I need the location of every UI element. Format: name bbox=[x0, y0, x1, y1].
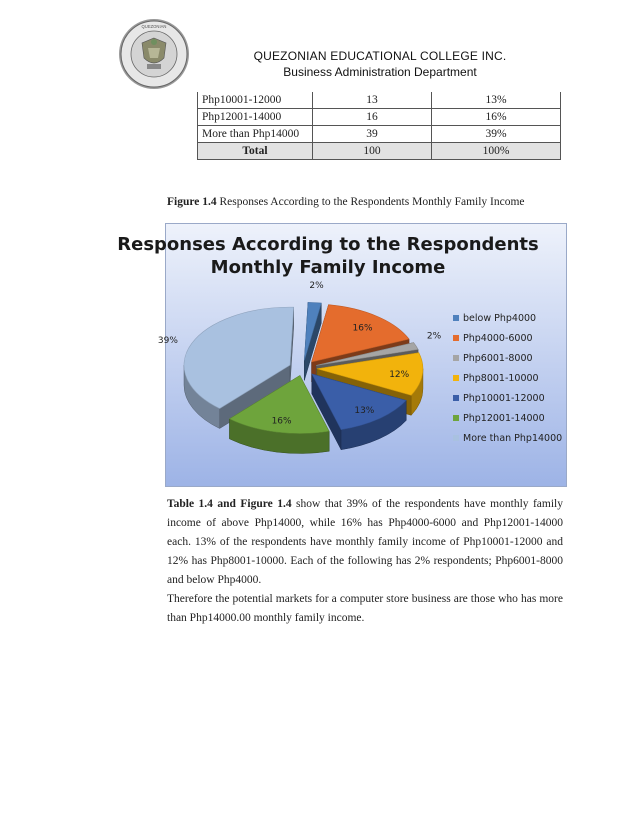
table-total-percent: 100% bbox=[432, 143, 561, 160]
legend-swatch bbox=[453, 395, 459, 401]
table-cell-count: 39 bbox=[313, 126, 432, 143]
legend-swatch bbox=[453, 355, 459, 361]
table-cell-count: 16 bbox=[313, 109, 432, 126]
pie-data-label: 2% bbox=[309, 281, 324, 292]
income-pie-chart bbox=[117, 223, 567, 487]
table-cell-range: Php12001-14000 bbox=[198, 109, 313, 126]
income-table bbox=[197, 92, 561, 160]
table-row bbox=[198, 92, 561, 109]
department-name: Business Administration Department bbox=[283, 65, 477, 79]
legend-entry: below Php4000 bbox=[463, 313, 537, 324]
legend-entry: Php4000-6000 bbox=[463, 333, 533, 344]
legend-entry: Php12001-14000 bbox=[463, 413, 545, 424]
figure-caption-text: Responses According to the Respondents Monthly Family Income bbox=[216, 196, 525, 208]
table-row bbox=[198, 126, 561, 143]
pie-data-label: 39% bbox=[157, 335, 178, 346]
legend-swatch bbox=[453, 335, 459, 341]
chart-title-line-2: Monthly Family Income bbox=[210, 257, 446, 278]
legend-swatch bbox=[453, 315, 459, 321]
legend-swatch bbox=[453, 435, 459, 441]
figure-caption bbox=[167, 196, 525, 208]
pie-data-label: 16% bbox=[352, 323, 373, 334]
table-total-label: Total bbox=[198, 143, 313, 160]
table-total-count: 100 bbox=[313, 143, 432, 160]
analysis-text: show that 39% of the respondents have monthly family income of above Php14000, while 16% has Php4000-6000 and Php12001-14000 each. 13% of the respondents have monthly family income of Php10001-12000 and 12% has Php8001-10000. Each of the following has 2% respondents; Php6001-8000 and below Php4000. bbox=[167, 498, 563, 586]
chart-title-line-1: Responses According to the Respondents bbox=[117, 234, 539, 255]
table-cell-range: More than Php14000 bbox=[198, 126, 313, 143]
legend-entry: Php10001-12000 bbox=[463, 393, 545, 404]
college-seal-logo bbox=[118, 18, 190, 90]
table-cell-percent: 16% bbox=[432, 109, 561, 126]
conclusion-paragraph: Therefore the potential markets for a computer store business are those who has more than Php14000.00 monthly family income. bbox=[167, 593, 563, 624]
table-total-row bbox=[198, 143, 561, 160]
figure-label: Figure 1.4 bbox=[167, 196, 217, 208]
analysis-paragraph bbox=[167, 495, 563, 590]
analysis-bold-lead: Table 1.4 and Figure 1.4 bbox=[167, 498, 292, 510]
legend-entry: Php8001-10000 bbox=[463, 373, 539, 384]
legend-entry: Php6001-8000 bbox=[463, 353, 533, 364]
table-cell-percent: 13% bbox=[432, 92, 561, 109]
table-cell-percent: 39% bbox=[432, 126, 561, 143]
table-row bbox=[198, 109, 561, 126]
pie-data-label: 13% bbox=[354, 405, 375, 416]
svg-text:QUEZONIAN: QUEZONIAN bbox=[141, 24, 167, 29]
pie-data-label: 16% bbox=[271, 416, 292, 427]
table-cell-count: 13 bbox=[313, 92, 432, 109]
table-cell-range: Php10001-12000 bbox=[198, 92, 313, 109]
legend-swatch bbox=[453, 415, 459, 421]
pie-data-label: 12% bbox=[389, 370, 410, 381]
pie-data-label: 2% bbox=[426, 331, 442, 342]
legend-entry: More than Php14000 bbox=[463, 433, 563, 444]
college-name: QUEZONIAN EDUCATIONAL COLLEGE INC. bbox=[253, 49, 507, 63]
legend-swatch bbox=[453, 375, 459, 381]
